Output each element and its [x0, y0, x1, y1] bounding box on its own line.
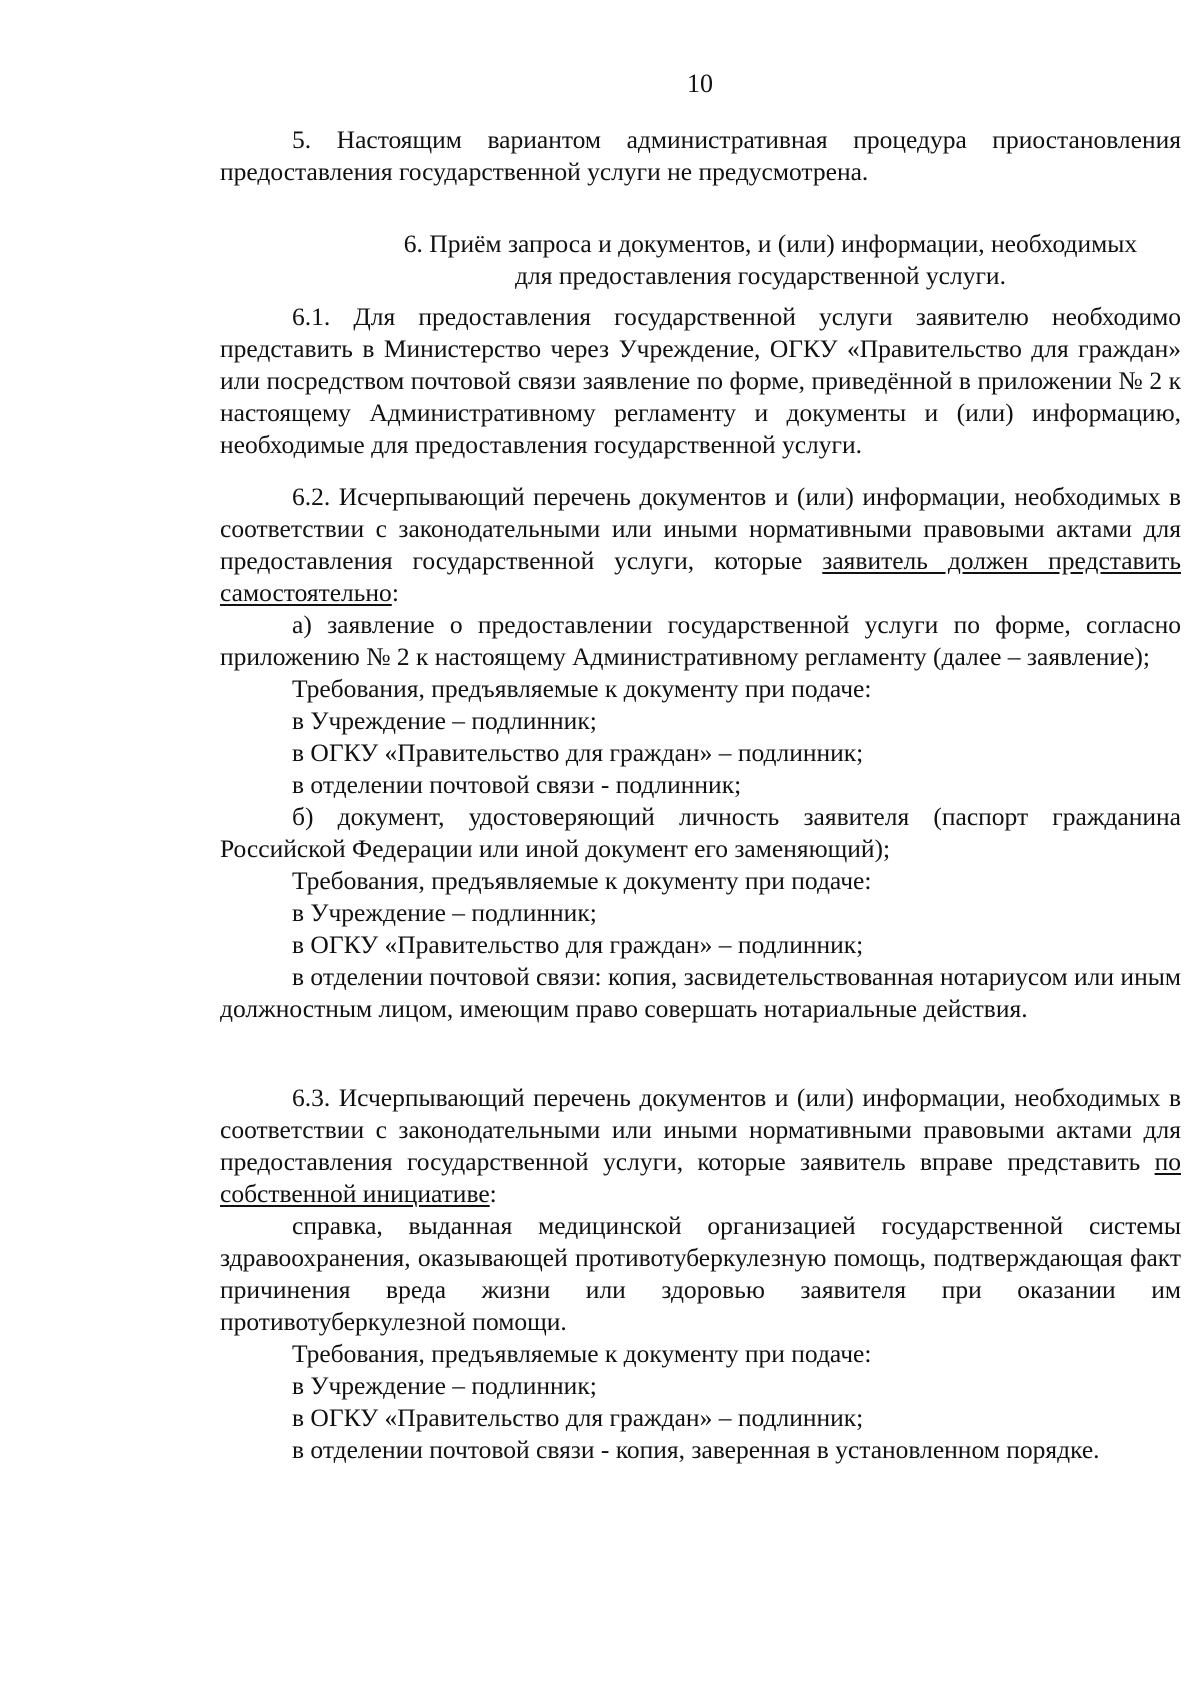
section-6-heading-line-1: 6. Приём запроса и документов, и (или) информации, необходимых	[403, 229, 1138, 258]
section-6-2-intro-text: 6.2. Исчерпывающий перечень документов и (или) информации, необходимых в соответствии с законодательными или иными нормативными правовыми актами для предоставления государственной услуги, которые	[220, 482, 1181, 575]
section-5-paragraph: 5. Настоящим вариантом административная процедура приостановления предоставления государственной услуги не предусмотрена.	[220, 125, 1181, 186]
section-6-2-req-a-1: в Учреждение – подлинник;	[292, 706, 597, 735]
section-5	[220, 124, 1181, 188]
section-6-2	[220, 481, 1181, 1025]
section-6-heading-line-2: для предоставления государственной услуги.	[515, 261, 1006, 290]
section-6-2-req-b-3: в отделении почтовой связи: копия, засвидетельствованная нотариусом или иным должностным лицом, имеющим право совершать нотариальные действия.	[220, 962, 1181, 1023]
section-6-3-intro-underlined: по собственной инициативе	[220, 1147, 1181, 1208]
section-6-3-req-2: в ОГКУ «Правительство для граждан» – подлинник;	[292, 1403, 864, 1432]
section-6-3-req-3: в отделении почтовой связи - копия, заверенная в установленном порядке.	[292, 1435, 1100, 1464]
section-6-3-intro-end: :	[489, 1179, 497, 1208]
page-number: 10	[687, 69, 713, 98]
section-6-2-req-a-title: Требования, предъявляемые к документу при подаче:	[292, 674, 872, 703]
section-6-2-item-b: б) документ, удостоверяющий личность заявителя (паспорт гражданина Российской Федерации или иной документ его заменяющий);	[220, 802, 1181, 863]
section-6-3-req-1: в Учреждение – подлинник;	[292, 1371, 597, 1400]
section-6-2-req-b-2: в ОГКУ «Правительство для граждан» – подлинник;	[292, 930, 864, 959]
section-6-2-req-b-1: в Учреждение – подлинник;	[292, 898, 597, 927]
section-6-2-intro-end: :	[391, 578, 399, 607]
section-6-2-item-a: а) заявление о предоставлении государственной услуги по форме, согласно приложению № 2 к настоящему Административному регламенту (далее – заявление);	[220, 610, 1181, 671]
section-6-2-intro-underlined: заявитель должен представить самостоятельно	[220, 546, 1181, 607]
section-6-3-req-title: Требования, предъявляемые к документу при подаче:	[292, 1339, 872, 1368]
section-6-3-item: справка, выданная медицинской организацией государственной системы здравоохранения, оказывающей противотуберкулезную помощь, подтверждающая факт причинения вреда жизни или здоровью заявителя при оказании им противотуберкулезной помощи.	[220, 1211, 1181, 1336]
section-6-3	[220, 1082, 1181, 1466]
section-6-heading	[220, 228, 1181, 292]
section-6-2-req-b-title: Требования, предъявляемые к документу при подаче:	[292, 866, 872, 895]
section-6-2-intro	[220, 481, 1181, 609]
section-6-2-req-a-3: в отделении почтовой связи - подлинник;	[292, 770, 742, 799]
section-6-3-intro	[220, 1082, 1181, 1210]
section-6-1	[220, 301, 1181, 461]
section-6-2-req-a-2: в ОГКУ «Правительство для граждан» – подлинник;	[292, 738, 864, 767]
section-6-3-intro-text: 6.3. Исчерпывающий перечень документов и (или) информации, необходимых в соответствии с законодательными или иными нормативными правовыми актами для предоставления государственной услуги, которые заявитель вправе представить	[220, 1083, 1181, 1176]
section-6-1-paragraph: 6.1. Для предоставления государственной услуги заявителю необходимо представить в Министерство через Учреждение, ОГКУ «Правительство для граждан» или посредством почтовой связи заявление по форме, приведённой в приложении № 2 к настоящему Административному регламенту и документы и (или) информацию, необходимые для предоставления государственной услуги.	[220, 302, 1181, 459]
